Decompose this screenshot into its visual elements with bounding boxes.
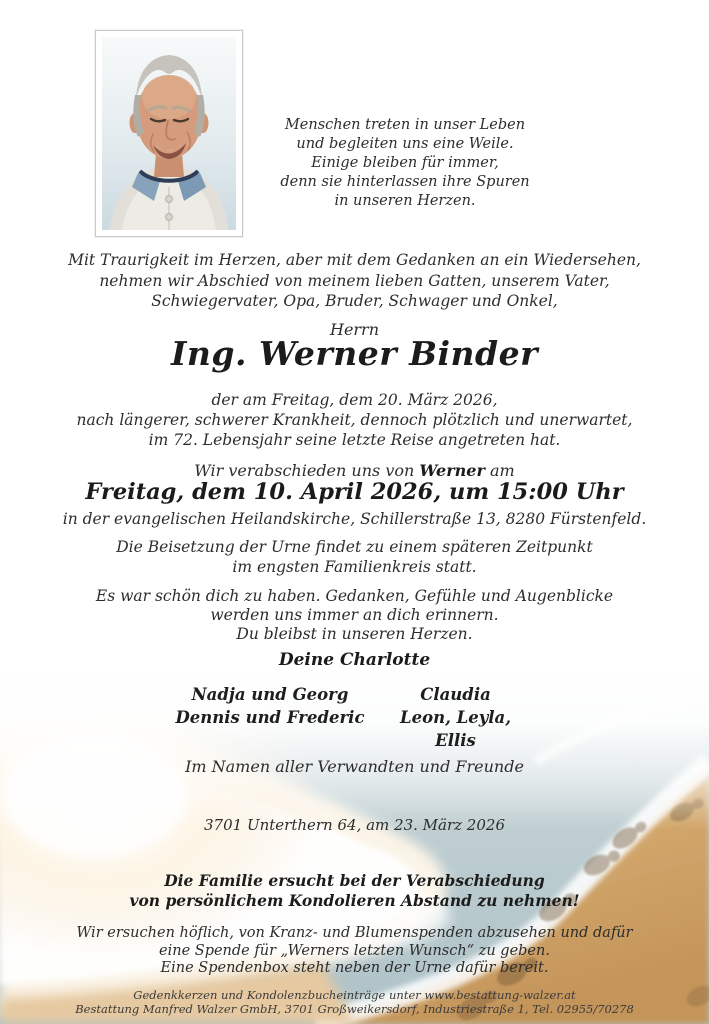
donation-request-line: Eine Spendenbox steht neben der Urne dafür bereit. [160, 960, 549, 976]
deceased-name: Ing. Werner Binder [171, 334, 538, 373]
family-names: Dennis und Frederic [175, 708, 365, 727]
family-names: Nadja und Georg [191, 685, 349, 704]
condolence-request [0, 871, 709, 911]
farewell-prefix: Wir verabschieden uns von [194, 461, 420, 480]
donation-request [0, 925, 709, 978]
poem-line: Menschen treten in unser Leben [284, 117, 526, 133]
death-info-line: im 72. Lebensjahr seine letzte Reise angetreten hat. [148, 431, 561, 449]
donation-request-line: Wir ersuchen höflich, von Kranz- und Blumenspenden abzusehen und dafür [76, 925, 633, 941]
funeral-location: in der evangelischen Heilandskirche, Schillerstraße 13, 8280 Fürstenfeld. [62, 510, 647, 528]
remembrance-text [0, 587, 709, 644]
family-names: Leon, Leyla, Ellis [400, 708, 511, 750]
remembrance-line: werden uns immer an dich erinnern. [210, 606, 499, 624]
condolence-request-line: von persönlichem Kondolieren Abstand zu nehmen! [129, 891, 580, 910]
in-name-of-line: Im Namen aller Verwandten und Freunde [185, 757, 524, 776]
condolence-request-line: Die Familie ersucht bei der Verabschiedung [164, 871, 545, 890]
poem-line: in unseren Herzen. [334, 193, 476, 209]
intro-text [0, 250, 709, 312]
poem [250, 116, 560, 211]
farewell-suffix: am [484, 461, 515, 480]
farewell-name: Werner [419, 461, 485, 480]
funeral-home-footer [0, 989, 709, 1016]
farewell-sentence [0, 461, 709, 480]
death-info [0, 390, 709, 450]
salutation: Herrn [329, 320, 380, 339]
poem-line: Einige bleiben für immer, [311, 155, 499, 171]
poem-line: denn sie hinterlassen ihre Spuren [280, 174, 530, 190]
signature: Deine Charlotte [278, 650, 431, 670]
urn-notice-line: Die Beisetzung der Urne findet zu einem späteren Zeitpunkt [116, 538, 593, 556]
portrait-photo [95, 30, 243, 237]
funeral-datetime: Freitag, dem 10. April 2026, um 15:00 Uhr [85, 479, 624, 505]
death-info-line: der am Freitag, dem 20. März 2026, [211, 391, 498, 409]
intro-line: Mit Traurigkeit im Herzen, aber mit dem Gedanken an ein Wiedersehen, [68, 251, 641, 269]
family-column-left [150, 683, 390, 729]
remembrance-line: Du bleibst in unseren Herzen. [236, 625, 473, 643]
family-names: Claudia [420, 685, 491, 704]
donation-request-line: eine Spende für „Werners letzten Wunsch“ zu geben. [159, 942, 550, 959]
urn-notice [0, 537, 709, 577]
footer-contact-line: Bestattung Manfred Walzer GmbH, 3701 Großweikersdorf, Industriestraße 1, Tel. 02955/70278 [75, 1001, 634, 1016]
place-and-date: 3701 Unterthern 64, am 23. März 2026 [204, 816, 505, 834]
intro-line: nehmen wir Abschied von meinem lieben Gatten, unserem Vater, [99, 271, 610, 290]
death-info-line: nach längerer, schwerer Krankheit, dennoch plötzlich und unerwartet, [76, 411, 633, 429]
family-column-right [378, 683, 533, 752]
intro-line: Schwiegervater, Opa, Bruder, Schwager und Onkel, [151, 292, 558, 310]
footer-condolence-url-line: Gedenkkerzen und Kondolenzbucheinträge unter www.bestattung-walzer.at [133, 988, 576, 1002]
remembrance-line: Es war schön dich zu haben. Gedanken, Gefühle und Augenblicke [95, 587, 614, 605]
urn-notice-line: im engsten Familienkreis statt. [232, 558, 477, 576]
poem-line: und begleiten uns eine Weile. [296, 136, 514, 152]
